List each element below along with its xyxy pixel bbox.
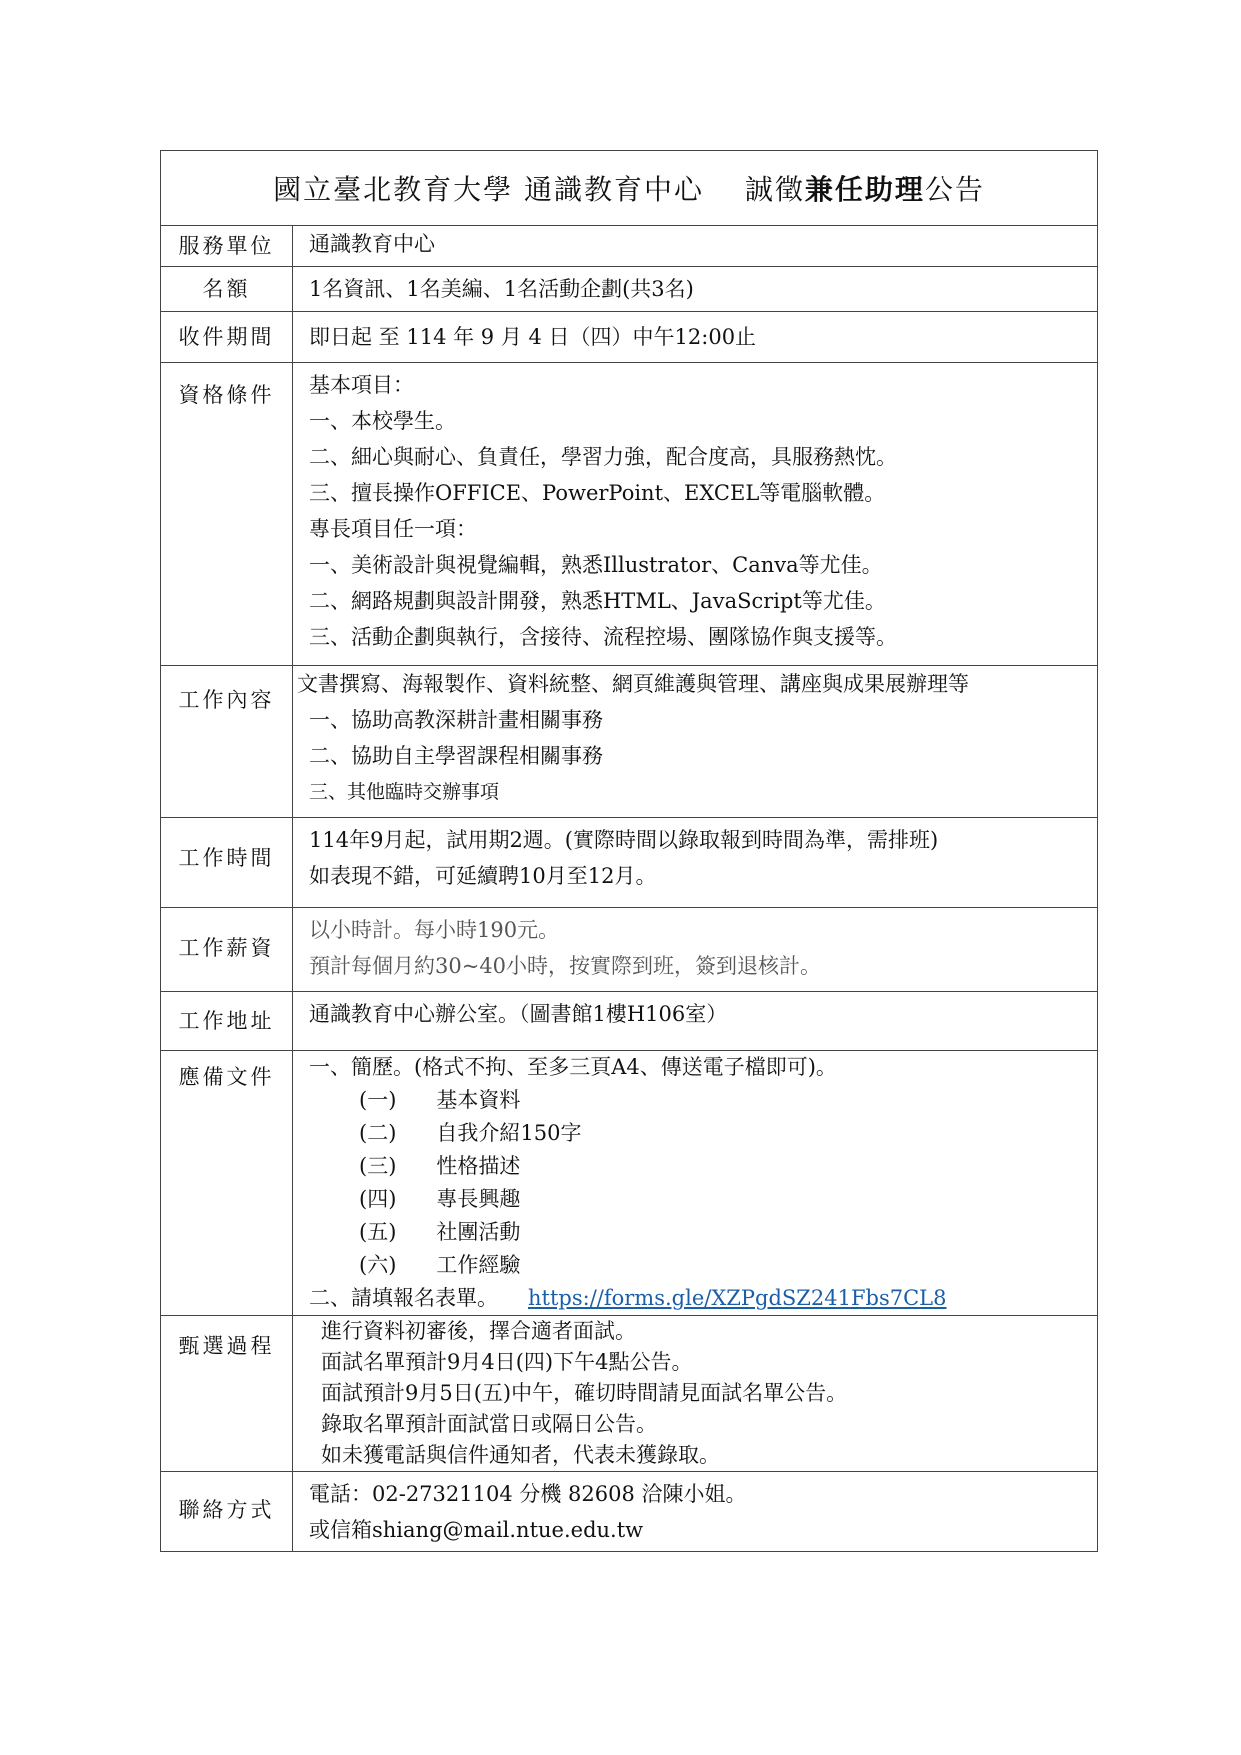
- label-hours: 工作時間: [161, 818, 293, 908]
- doc-item-text: 自我介紹150字: [436, 1121, 582, 1145]
- value-address: 通識教育中心辦公室。（圖書館1樓H106室）: [293, 992, 1098, 1051]
- hours-line: 114年9月起，試用期2週。(實際時間以錄取報到時間為準，需排班): [309, 828, 939, 852]
- value-content: [293, 666, 1098, 818]
- doc-item: [309, 1150, 1097, 1183]
- value-quota: 1名資訊、1名美編、1名活動企劃(共3名): [293, 267, 1098, 312]
- doc-form-line: [309, 1282, 1097, 1315]
- value-salary: [293, 908, 1098, 992]
- doc-item-num: (四): [359, 1187, 397, 1211]
- doc-item-num: (三): [359, 1154, 397, 1178]
- value-selection: [293, 1316, 1098, 1472]
- announcement-table: [160, 150, 1098, 1552]
- value-documents: [293, 1051, 1098, 1316]
- row-contact: [161, 1472, 1098, 1552]
- label-documents: 應備文件: [161, 1051, 293, 1316]
- content-line: 三、其他臨時交辦事項: [309, 781, 500, 803]
- doc-item: [309, 1216, 1097, 1249]
- row-unit: [161, 226, 1098, 267]
- doc-item-text: 性格描述: [436, 1154, 521, 1178]
- qual-line: 三、擅長操作OFFICE、PowerPoint、EXCEL等電腦軟體。: [309, 481, 886, 505]
- qual-line: 二、網路規劃與設計開發，熟悉HTML、JavaScript等尤佳。: [309, 589, 886, 613]
- doc-item-num: (一): [359, 1088, 397, 1112]
- contact-line: 或信箱shiang@mail.ntue.edu.tw: [309, 1518, 644, 1542]
- qual-line: 專長項目任一項：: [309, 517, 477, 541]
- qual-line: 二、細心與耐心、負責任，學習力強，配合度高，具服務熱忱。: [309, 445, 897, 469]
- row-quota: [161, 267, 1098, 312]
- row-hours: [161, 818, 1098, 908]
- label-selection: 甄選過程: [161, 1316, 293, 1472]
- doc-form-text: 二、請填報名表單。: [309, 1286, 498, 1310]
- doc-item-num: (五): [359, 1220, 397, 1244]
- selection-line: 錄取名單預計面試當日或隔日公告。: [321, 1412, 657, 1436]
- value-contact: [293, 1472, 1098, 1552]
- qual-line: 三、活動企劃與執行，含接待、流程控場、團隊協作與支援等。: [309, 625, 897, 649]
- doc-item: [309, 1084, 1097, 1117]
- doc-item: [309, 1249, 1097, 1282]
- doc-item-num: (六): [359, 1253, 397, 1277]
- selection-line: 面試預計9月5日(五)中午，確切時間請見面試名單公告。: [321, 1381, 848, 1405]
- selection-line: 進行資料初審後，擇合適者面試。: [321, 1319, 636, 1343]
- title-part2: 公告: [924, 173, 985, 206]
- row-address: [161, 992, 1098, 1051]
- doc-item: [309, 1117, 1097, 1150]
- doc-item-text: 社團活動: [436, 1220, 521, 1244]
- value-qualification: [293, 363, 1098, 666]
- selection-line: 如未獲電話與信件通知者，代表未獲錄取。: [321, 1443, 720, 1467]
- label-quota: 名額: [161, 267, 293, 312]
- label-period: 收件期間: [161, 312, 293, 363]
- row-qualification: [161, 363, 1098, 666]
- label-content: 工作內容: [161, 666, 293, 818]
- title-part1: 國立臺北教育大學 通識教育中心 誠徵: [273, 173, 805, 206]
- content-line: 二、協助自主學習課程相關事務: [309, 744, 603, 768]
- doc-item-num: (二): [359, 1121, 397, 1145]
- label-address: 工作地址: [161, 992, 293, 1051]
- page-title: [161, 151, 1098, 226]
- label-unit: 服務單位: [161, 226, 293, 267]
- qual-line: 一、本校學生。: [309, 409, 456, 433]
- contact-line: 電話：02-27321104 分機 82608 洽陳小姐。: [309, 1482, 747, 1506]
- value-hours: [293, 818, 1098, 908]
- salary-line: 預計每個月約30~40小時，按實際到班，簽到退核計。: [309, 954, 822, 978]
- hours-line: 如表現不錯，可延續聘10月至12月。: [309, 864, 657, 888]
- doc-item-text: 專長興趣: [436, 1187, 521, 1211]
- label-contact: 聯絡方式: [161, 1472, 293, 1552]
- value-unit: 通識教育中心: [293, 226, 1098, 267]
- doc-item: [309, 1183, 1097, 1216]
- content-line: 一、協助高教深耕計畫相關事務: [309, 708, 603, 732]
- row-documents: [161, 1051, 1098, 1316]
- doc-intro: 一、簡歷。(格式不拘、至多三頁A4、傳送電子檔即可)。: [309, 1055, 837, 1079]
- row-content: [161, 666, 1098, 818]
- label-salary: 工作薪資: [161, 908, 293, 992]
- qual-line: 一、美術設計與視覺編輯，熟悉Illustrator、Canva等尤佳。: [309, 553, 883, 577]
- row-salary: [161, 908, 1098, 992]
- row-period: [161, 312, 1098, 363]
- value-period: 即日起 至 114 年 9 月 4 日（四）中午12:00止: [293, 312, 1098, 363]
- doc-item-text: 基本資料: [436, 1088, 521, 1112]
- row-selection: [161, 1316, 1098, 1472]
- salary-line: 以小時計。每小時190元。: [309, 918, 560, 942]
- doc-item-text: 工作經驗: [436, 1253, 521, 1277]
- qual-line: 基本項目：: [309, 373, 414, 397]
- selection-line: 面試名單預計9月4日(四)下午4點公告。: [321, 1350, 693, 1374]
- registration-form-link[interactable]: https://forms.gle/XZPgdSZ241Fbs7CL8: [528, 1286, 947, 1310]
- title-row: [161, 151, 1098, 226]
- label-qualification: 資格條件: [161, 363, 293, 666]
- title-bold: 兼任助理: [804, 173, 925, 206]
- content-line: 文書撰寫、海報製作、資料統整、網頁維護與管理、講座與成果展辦理等: [297, 672, 969, 696]
